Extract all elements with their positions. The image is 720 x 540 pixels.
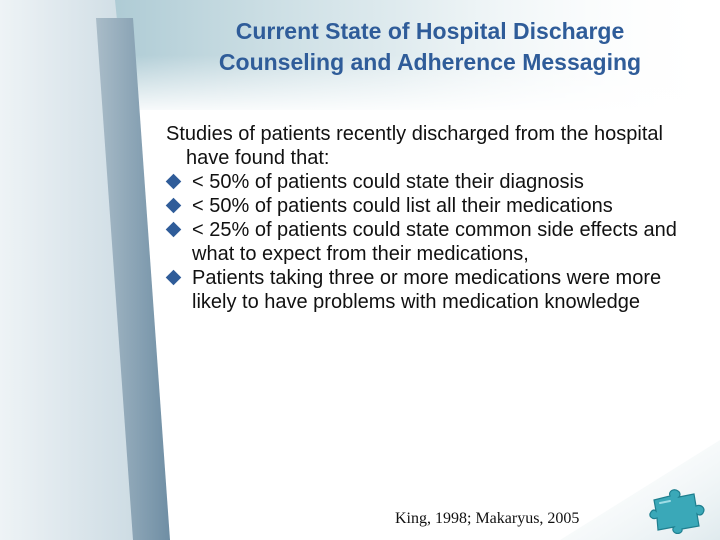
diamond-bullet-icon	[166, 222, 182, 238]
citation: King, 1998; Makaryus, 2005	[395, 510, 580, 527]
bullet-text: Patients taking three or more medications were more likely to have problems with medication knowledge	[192, 267, 662, 313]
bullet-item	[166, 266, 686, 314]
bullet-item	[166, 170, 686, 194]
diamond-bullet-icon	[166, 270, 182, 286]
slide-title-line: Counseling and Adherence Messaging	[218, 49, 642, 75]
bullet-text: < 50% of patients could list all their medications	[192, 195, 613, 217]
puzzle-piece-icon	[646, 486, 708, 534]
slide-body	[166, 122, 686, 314]
bullet-item	[166, 194, 686, 218]
bullet-text: < 25% of patients could state common side effects and what to expect from their medications,	[192, 219, 677, 265]
diamond-bullet-icon	[166, 198, 182, 214]
bullet-text: < 50% of patients could state their diagnosis	[192, 171, 584, 193]
bullet-item	[166, 218, 686, 266]
intro-text: Studies of patients recently discharged from the hospital have found that:	[166, 123, 663, 169]
slide-title	[150, 16, 710, 78]
bullet-list	[166, 170, 686, 314]
slide-title-line: Current State of Hospital Discharge	[235, 18, 625, 44]
diamond-bullet-icon	[166, 174, 182, 190]
